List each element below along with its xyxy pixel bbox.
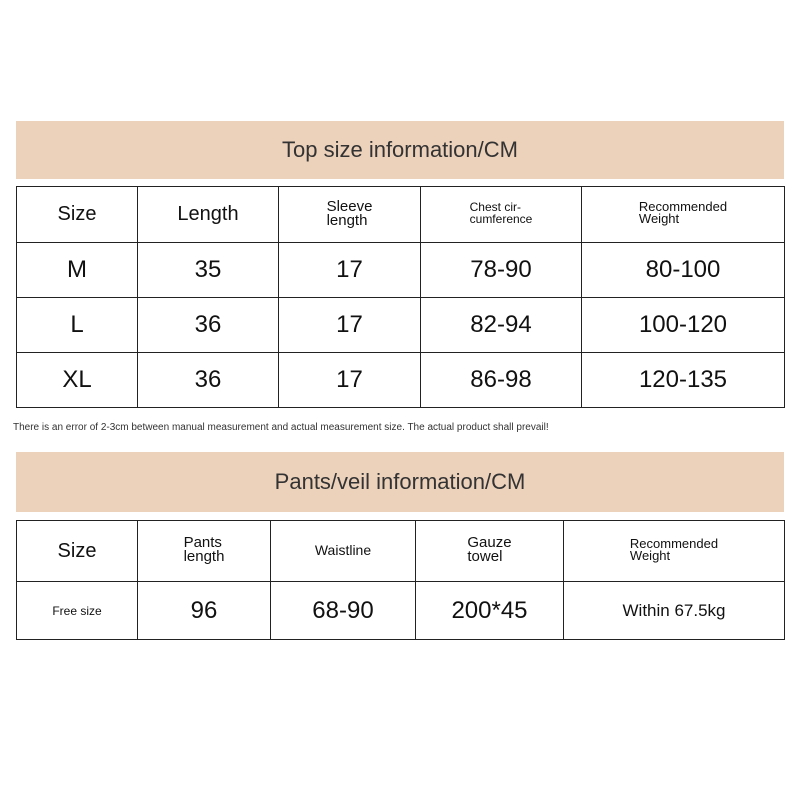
header-waistline: Waistline	[271, 521, 416, 582]
header-chest-circumference: Chest cir- cumference	[421, 187, 582, 243]
pants-header-row	[17, 521, 785, 582]
cell-length: 36	[138, 298, 279, 353]
cell-chest: 86-98	[421, 353, 582, 408]
cell-weight: 80-100	[582, 243, 785, 298]
top-size-banner	[16, 121, 784, 179]
cell-length: 36	[138, 353, 279, 408]
table-row	[17, 582, 785, 640]
cell-weight: 100-120	[582, 298, 785, 353]
table-row	[17, 243, 785, 298]
header-recommended-weight: Recommended Weight	[564, 521, 785, 582]
cell-weight: 120-135	[582, 353, 785, 408]
cell-size: L	[17, 298, 138, 353]
header-length: Length	[138, 187, 279, 243]
top-size-header-row	[17, 187, 785, 243]
cell-length: 35	[138, 243, 279, 298]
cell-size: Free size	[17, 582, 138, 640]
cell-sleeve: 17	[279, 243, 421, 298]
cell-weight: Within 67.5kg	[564, 582, 785, 640]
top-size-table	[16, 186, 785, 408]
cell-pants-length: 96	[138, 582, 271, 640]
cell-waistline: 68-90	[271, 582, 416, 640]
header-recommended-weight: Recommended Weight	[582, 187, 785, 243]
cell-sleeve: 17	[279, 353, 421, 408]
top-size-title: Top size information/CM	[282, 137, 518, 162]
header-size: Size	[17, 187, 138, 243]
cell-chest: 82-94	[421, 298, 582, 353]
header-pants-length: Pants length	[138, 521, 271, 582]
header-size: Size	[17, 521, 138, 582]
table-row	[17, 298, 785, 353]
pants-veil-title: Pants/veil information/CM	[274, 469, 526, 494]
header-gauze-towel: Gauze towel	[416, 521, 564, 582]
cell-chest: 78-90	[421, 243, 582, 298]
cell-size: XL	[17, 353, 138, 408]
cell-size: M	[17, 243, 138, 298]
cell-sleeve: 17	[279, 298, 421, 353]
cell-gauze-towel: 200*45	[416, 582, 564, 640]
measurement-note: There is an error of 2-3cm between manual measurement and actual measurement size. The actual product shall prevail!	[13, 422, 549, 433]
header-sleeve-length: Sleeve length	[279, 187, 421, 243]
pants-veil-table	[16, 520, 785, 640]
pants-veil-banner	[16, 452, 784, 512]
table-row	[17, 353, 785, 408]
